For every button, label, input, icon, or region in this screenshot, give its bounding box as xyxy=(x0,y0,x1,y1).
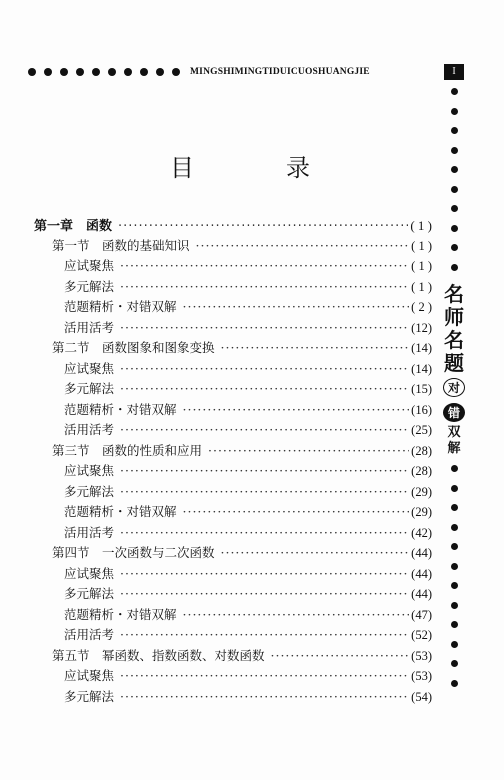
toc-page-number: (14) xyxy=(411,341,432,355)
dot-leader xyxy=(120,258,409,273)
toc-section-entry[interactable] xyxy=(34,236,432,257)
toc-entry-label: 多元解法 xyxy=(64,278,115,294)
toc-entry-label: 多元解法 xyxy=(64,586,115,601)
toc-subsection-entry[interactable] xyxy=(34,564,432,585)
toc-entry-label: 应试聚焦 xyxy=(64,668,115,683)
toc-subsection-entry[interactable] xyxy=(34,584,432,605)
header-dot-icon xyxy=(44,68,52,76)
toc-entry-label: 活用活考 xyxy=(64,422,115,437)
brand-circled-char: 错 xyxy=(443,403,465,422)
side-dot-icon xyxy=(451,582,458,589)
toc-page-number: (53) xyxy=(411,669,432,683)
toc-page-number: (54) xyxy=(411,689,432,704)
brand-char: 名 xyxy=(444,282,464,306)
toc-subsection-entry[interactable] xyxy=(34,359,432,380)
toc-entry-label: 第三节 函数的性质和应用 xyxy=(52,442,203,458)
toc-subsection-entry[interactable] xyxy=(34,625,432,646)
toc-subsection-entry[interactable] xyxy=(34,379,432,400)
toc-entry-label: 活用活考 xyxy=(64,627,115,642)
side-dot-icon xyxy=(451,680,458,687)
toc-subsection-entry[interactable] xyxy=(34,277,432,298)
toc-page-number: (29) xyxy=(411,484,432,499)
toc-subsection-entry[interactable] xyxy=(34,687,432,708)
dot-leader xyxy=(196,238,410,253)
brand-char: 题 xyxy=(444,351,464,375)
dot-leader xyxy=(221,545,410,560)
toc-entry-label: 多元解法 xyxy=(64,381,115,396)
header-dot-icon xyxy=(60,68,68,76)
toc-page-number: (14) xyxy=(411,361,432,376)
toc-subsection-entry[interactable] xyxy=(34,605,432,626)
brand-circled-char: 对 xyxy=(443,378,465,397)
toc-page-number: (44) xyxy=(411,587,432,601)
toc-entry-label: 应试聚焦 xyxy=(64,565,115,581)
side-dot-icon xyxy=(451,225,458,232)
header-dot-icon xyxy=(156,68,164,76)
toc-entry-label: 应试聚焦 xyxy=(64,463,115,478)
dot-leader xyxy=(221,340,410,355)
toc-page-number: (42) xyxy=(411,525,432,540)
dot-leader xyxy=(120,586,409,601)
side-dot-icon xyxy=(451,205,458,212)
toc-entry-label: 第五节 幂函数、指数函数、对数函数 xyxy=(52,647,265,663)
table-of-contents xyxy=(34,215,432,707)
side-dot-icon xyxy=(451,621,458,628)
toc-entry-label: 活用活考 xyxy=(64,319,115,335)
side-dot-icon xyxy=(451,465,458,472)
toc-page-number: (52) xyxy=(411,628,432,642)
toc-subsection-entry[interactable] xyxy=(34,318,432,339)
toc-page-number: ( 1 ) xyxy=(410,218,432,233)
toc-entry-label: 第四节 一次函数与二次函数 xyxy=(52,545,215,560)
toc-entry-label: 第二节 函数图象和图象变换 xyxy=(52,340,215,355)
toc-subsection-entry[interactable] xyxy=(34,523,432,544)
side-dot-icon xyxy=(451,524,458,531)
title-char-left: 目 xyxy=(170,154,194,182)
page-number-badge: I xyxy=(444,64,464,80)
dot-leader xyxy=(120,627,409,642)
toc-section-entry[interactable] xyxy=(34,646,432,667)
toc-section-entry[interactable] xyxy=(34,338,432,359)
toc-page-number: (44) xyxy=(411,546,432,560)
side-dot-icon xyxy=(451,563,458,570)
header-text: MINGSHIMINGTIDUICUOSHUANGJIE xyxy=(190,67,370,77)
toc-page-number: ( 1 ) xyxy=(411,279,432,294)
side-dot-icon xyxy=(451,108,458,115)
toc-page-number: (28) xyxy=(411,443,432,458)
dot-leader xyxy=(120,381,409,396)
side-dot-icon xyxy=(451,88,458,95)
title-char-right: 录 xyxy=(286,154,310,182)
brand-tail-char: 解 xyxy=(447,441,461,456)
header-dot-icon xyxy=(92,68,100,76)
toc-chapter-entry[interactable] xyxy=(34,215,432,236)
toc-entry-label: 范题精析・对错双解 xyxy=(64,504,177,519)
side-dot-icon xyxy=(451,127,458,134)
side-dot-icon xyxy=(451,485,458,492)
side-dot-icon xyxy=(451,641,458,648)
dot-leader xyxy=(118,219,408,234)
toc-subsection-entry[interactable] xyxy=(34,297,432,318)
toc-page-number: (47) xyxy=(411,607,432,622)
toc-entry-label: 范题精析・对错双解 xyxy=(64,401,177,417)
toc-page-number: (28) xyxy=(411,464,432,478)
dot-leader xyxy=(120,484,409,499)
toc-page-number: (25) xyxy=(411,423,432,437)
toc-subsection-entry[interactable] xyxy=(34,666,432,687)
toc-subsection-entry[interactable] xyxy=(34,502,432,523)
toc-entry-label: 活用活考 xyxy=(64,524,115,540)
page-title xyxy=(170,148,310,183)
side-dot-icon xyxy=(451,166,458,173)
dot-leader xyxy=(183,504,410,519)
header-dot-icon xyxy=(108,68,116,76)
dot-leader xyxy=(208,443,409,458)
toc-subsection-entry[interactable] xyxy=(34,420,432,441)
dot-leader xyxy=(120,668,409,683)
toc-entry-label: 多元解法 xyxy=(64,688,115,704)
brand-tail-char: 双 xyxy=(447,425,461,440)
dot-leader xyxy=(271,648,410,663)
dot-leader xyxy=(120,422,409,437)
dot-leader xyxy=(120,361,409,376)
header-dot-icon xyxy=(124,68,132,76)
toc-entry-label: 应试聚焦 xyxy=(64,258,115,273)
running-header xyxy=(28,63,468,81)
brand-char: 名 xyxy=(444,328,464,352)
toc-page-number: ( 1 ) xyxy=(411,259,432,273)
toc-entry-label: 第一节 函数的基础知识 xyxy=(52,237,190,253)
header-dot-icon xyxy=(172,68,180,76)
toc-subsection-entry[interactable] xyxy=(34,256,432,277)
brand-char: 师 xyxy=(444,305,464,329)
header-dot-icon xyxy=(140,68,148,76)
toc-section-entry[interactable] xyxy=(34,441,432,462)
dot-leader xyxy=(120,279,409,294)
toc-entry-label: 范题精析・对错双解 xyxy=(64,299,177,314)
toc-page-number: (53) xyxy=(411,648,432,663)
header-dot-icon xyxy=(76,68,84,76)
toc-page-number: (44) xyxy=(411,566,432,581)
side-dot-icon xyxy=(451,244,458,251)
side-dot-icon xyxy=(451,660,458,667)
toc-subsection-entry[interactable] xyxy=(34,400,432,421)
toc-section-entry[interactable] xyxy=(34,543,432,564)
toc-page-number: ( 1 ) xyxy=(411,238,432,253)
toc-page-number: (15) xyxy=(411,382,432,396)
toc-subsection-entry[interactable] xyxy=(34,461,432,482)
side-dot-icon xyxy=(451,543,458,550)
side-dot-icon xyxy=(451,186,458,193)
toc-entry-label: 范题精析・对错双解 xyxy=(64,606,177,622)
toc-page-number: (12) xyxy=(411,320,432,335)
side-dot-icon xyxy=(451,147,458,154)
side-dot-icon xyxy=(451,504,458,511)
toc-page-number: (16) xyxy=(411,402,432,417)
toc-subsection-entry[interactable] xyxy=(34,482,432,503)
header-dot-icon xyxy=(28,68,36,76)
toc-entry-label: 第一章 函数 xyxy=(34,219,113,234)
dot-leader xyxy=(183,299,410,314)
dot-leader xyxy=(120,689,409,704)
dot-leader xyxy=(183,607,410,622)
side-dot-icon xyxy=(451,602,458,609)
toc-page-number: (29) xyxy=(411,505,432,519)
dot-leader xyxy=(183,402,410,417)
dot-leader xyxy=(120,463,409,478)
dot-leader xyxy=(120,566,409,581)
dot-leader xyxy=(120,320,409,335)
dot-leader xyxy=(120,525,409,540)
toc-entry-label: 多元解法 xyxy=(64,483,115,499)
toc-page-number: ( 2 ) xyxy=(411,300,432,314)
side-brand-strip xyxy=(436,88,472,688)
side-dot-icon xyxy=(451,264,458,271)
toc-entry-label: 应试聚焦 xyxy=(64,360,115,376)
